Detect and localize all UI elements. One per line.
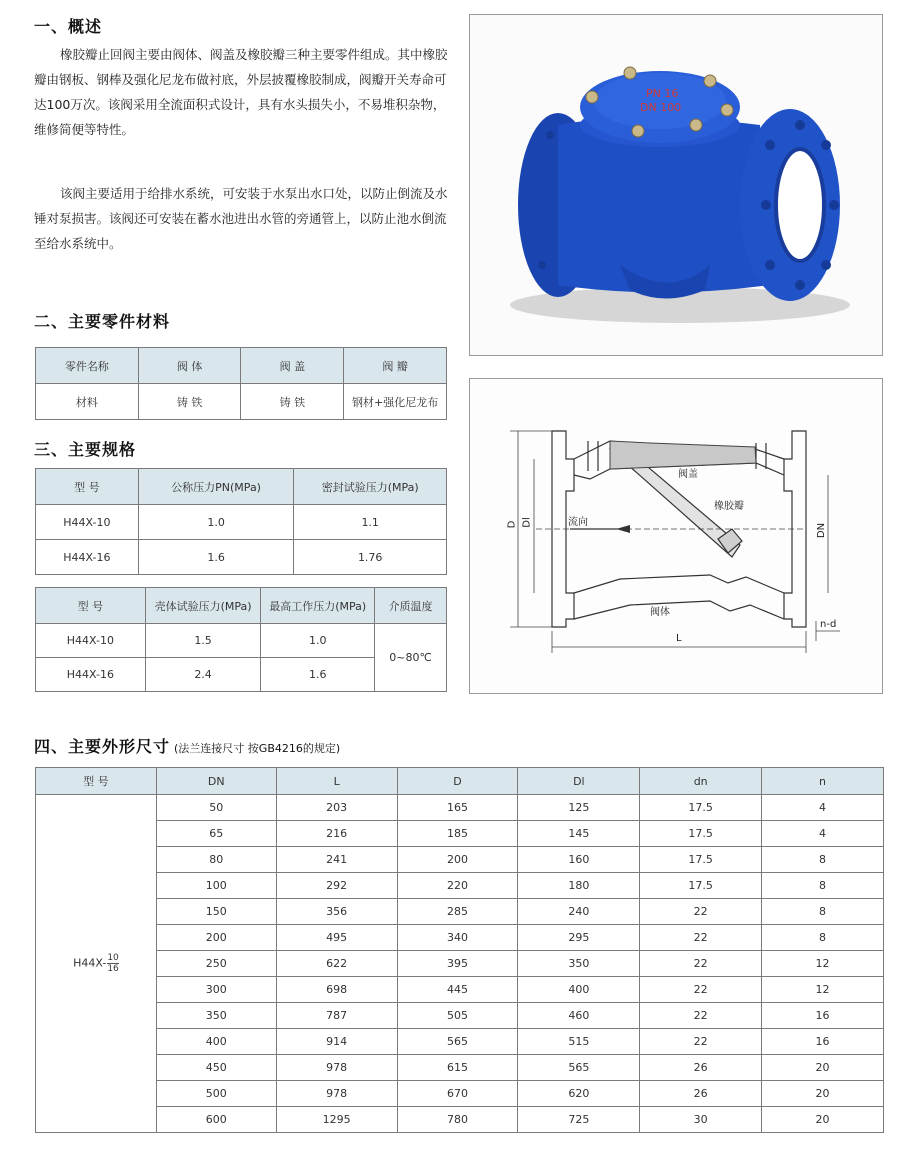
table-cell: 356 <box>276 899 397 925</box>
table-cell: 914 <box>276 1029 397 1055</box>
hole-icon <box>765 260 775 270</box>
section4-title-text: 四、主要外形尺寸 <box>34 737 171 756</box>
table-row <box>36 899 884 925</box>
table-cell: 22 <box>640 925 762 951</box>
section3-title: 三、主要规格 <box>34 440 137 459</box>
spec1-header-model: 型 号 <box>36 469 139 505</box>
table-cell: 20 <box>762 1055 884 1081</box>
dimensions-table <box>35 767 884 1133</box>
table-cell: 16 <box>762 1029 884 1055</box>
table-cell: 200 <box>156 925 276 951</box>
table-row <box>36 821 884 847</box>
spec2-cell: H44X-10 <box>36 624 146 658</box>
spec2-cell: H44X-16 <box>36 658 146 692</box>
materials-header-body: 阀 体 <box>138 348 241 384</box>
table-cell: 22 <box>640 899 762 925</box>
table-cell: 17.5 <box>640 821 762 847</box>
spec2-header-model: 型 号 <box>36 588 146 624</box>
table-row <box>36 1107 884 1133</box>
table-cell: 340 <box>397 925 518 951</box>
section4-note: (法兰连接尺寸 按GB4216的规定) <box>174 742 341 755</box>
valve-illustration <box>470 15 884 357</box>
hole-icon <box>821 140 831 150</box>
model-fraction <box>107 953 118 974</box>
table-cell: 145 <box>518 821 640 847</box>
spec1-cell: H44X-10 <box>36 505 139 540</box>
table-cell: 978 <box>276 1081 397 1107</box>
spec1-header-pn: 公称压力PN(MPa) <box>138 469 294 505</box>
table-cell: 350 <box>156 1003 276 1029</box>
model-prefix: H44X- <box>73 956 107 970</box>
table-cell: 622 <box>276 951 397 977</box>
table-cell: 460 <box>518 1003 640 1029</box>
section2-title: 二、主要零件材料 <box>34 312 171 331</box>
table-cell: 22 <box>640 1003 762 1029</box>
table-cell: 80 <box>156 847 276 873</box>
bolt-icon <box>586 91 598 103</box>
bolt-icon <box>704 75 716 87</box>
table-row <box>36 795 884 821</box>
table-cell: 50 <box>156 795 276 821</box>
overview-paragraph-1 <box>34 42 454 142</box>
dim-header-n: n <box>762 768 884 795</box>
table-row <box>36 1055 884 1081</box>
spec1-cell: 1.1 <box>294 505 447 540</box>
table-row <box>36 1029 884 1055</box>
table-cell: 240 <box>518 899 640 925</box>
table-cell: 12 <box>762 977 884 1003</box>
table-cell: 725 <box>518 1107 640 1133</box>
dim-header-d1: Dl <box>518 768 640 795</box>
table-cell: 216 <box>276 821 397 847</box>
dim-header-d: D <box>397 768 518 795</box>
table-cell: 565 <box>518 1055 640 1081</box>
table-cell: 125 <box>518 795 640 821</box>
overview-text-2: 该阀主要适用于给排水系统，可安装于水泵出水口处，以防止倒流及水锤对泵损害。该阀还可安装在蓄水池进出水管的旁通管上，以防止池水倒流至给水系统中。 <box>34 186 448 251</box>
table-row <box>36 977 884 1003</box>
section4-title <box>34 734 340 757</box>
spec1-cell: 1.0 <box>138 505 294 540</box>
table-row <box>36 925 884 951</box>
table-cell: 26 <box>640 1055 762 1081</box>
spec2-cell: 1.0 <box>261 624 375 658</box>
dimensions-header-row <box>36 768 884 795</box>
table-cell: 241 <box>276 847 397 873</box>
table-cell: 395 <box>397 951 518 977</box>
hole-icon <box>765 140 775 150</box>
spec2-cell: 1.6 <box>261 658 375 692</box>
dimensions-body <box>36 795 884 1133</box>
materials-table <box>35 347 447 420</box>
materials-header-cover: 阀 盖 <box>241 348 344 384</box>
table-cell: 8 <box>762 873 884 899</box>
spec1-cell: 1.76 <box>294 540 447 575</box>
model-top: 10 <box>107 953 119 963</box>
table-cell: 150 <box>156 899 276 925</box>
table-cell: 20 <box>762 1107 884 1133</box>
table-cell: 250 <box>156 951 276 977</box>
table-cell: 17.5 <box>640 795 762 821</box>
table-cell: 780 <box>397 1107 518 1133</box>
table-cell: 400 <box>156 1029 276 1055</box>
table-cell: 445 <box>397 977 518 1003</box>
bolt-icon <box>721 104 733 116</box>
bottom-body-inner <box>574 575 784 593</box>
label-L: L <box>676 633 682 644</box>
label-D: D <box>506 520 518 529</box>
table-cell: 8 <box>762 925 884 951</box>
spec2-header-temp: 介质温度 <box>375 588 447 624</box>
table-cell: 200 <box>397 847 518 873</box>
model-bottom: 16 <box>107 964 119 974</box>
table-cell: 16 <box>762 1003 884 1029</box>
materials-cell: 铸 铁 <box>138 384 241 420</box>
spec1-cell: 1.6 <box>138 540 294 575</box>
spec2-header-shell: 壳体试验压力(MPa) <box>145 588 261 624</box>
table-row <box>36 1003 884 1029</box>
table-cell: 220 <box>397 873 518 899</box>
right-flange-bore <box>776 149 824 261</box>
table-cell: 17.5 <box>640 873 762 899</box>
valve-section-drawing <box>469 378 883 694</box>
table-cell: 615 <box>397 1055 518 1081</box>
table-cell: 4 <box>762 821 884 847</box>
spec2-temperature: 0~80℃ <box>375 624 447 692</box>
table-cell: 400 <box>518 977 640 1003</box>
table-cell: 30 <box>640 1107 762 1133</box>
table-cell: 185 <box>397 821 518 847</box>
table-row <box>36 847 884 873</box>
table-cell: 295 <box>518 925 640 951</box>
table-cell: 978 <box>276 1055 397 1081</box>
table-cell: 698 <box>276 977 397 1003</box>
table-cell: 350 <box>518 951 640 977</box>
table-cell: 4 <box>762 795 884 821</box>
materials-header-disc: 阀 瓣 <box>344 348 447 384</box>
spec1-header-seal: 密封试验压力(MPa) <box>294 469 447 505</box>
table-cell: 165 <box>397 795 518 821</box>
table-cell: 8 <box>762 899 884 925</box>
table-cell: 8 <box>762 847 884 873</box>
label-flow: 流向 <box>568 517 588 528</box>
table-cell: 160 <box>518 847 640 873</box>
marking-pn: PN 16 <box>646 87 679 100</box>
spec-table-2 <box>35 587 447 692</box>
table-cell: 17.5 <box>640 847 762 873</box>
table-cell: 22 <box>640 977 762 1003</box>
materials-header-part: 零件名称 <box>36 348 139 384</box>
table-cell: 1295 <box>276 1107 397 1133</box>
table-row <box>36 951 884 977</box>
dim-header-dn: DN <box>156 768 276 795</box>
table-cell: 203 <box>276 795 397 821</box>
table-cell: 12 <box>762 951 884 977</box>
label-D1: Dl <box>521 517 533 528</box>
hole-icon <box>829 200 839 210</box>
table-cell: 500 <box>156 1081 276 1107</box>
section1-title: 一、概述 <box>34 17 103 36</box>
valve-photo <box>469 14 883 356</box>
label-body: 阀体 <box>650 607 670 618</box>
bolt-icon <box>624 67 636 79</box>
marking-dn: DN 100 <box>640 101 682 114</box>
table-cell: 20 <box>762 1081 884 1107</box>
table-cell: 65 <box>156 821 276 847</box>
label-DN: DN <box>816 522 828 539</box>
table-cell: 300 <box>156 977 276 1003</box>
table-cell: 26 <box>640 1081 762 1107</box>
table-cell: 600 <box>156 1107 276 1133</box>
table-cell: 285 <box>397 899 518 925</box>
spec-table-1 <box>35 468 447 575</box>
table-cell: 565 <box>397 1029 518 1055</box>
bolt-icon <box>690 119 702 131</box>
bottom-body-outline <box>574 601 784 619</box>
hole-icon <box>538 261 546 269</box>
table-cell: 620 <box>518 1081 640 1107</box>
hole-icon <box>546 131 554 139</box>
materials-cell: 材料 <box>36 384 139 420</box>
table-cell: 670 <box>397 1081 518 1107</box>
hole-icon <box>795 280 805 290</box>
flow-arrow-icon <box>616 525 630 533</box>
table-cell: 22 <box>640 951 762 977</box>
spec2-cell: 1.5 <box>145 624 261 658</box>
table-cell: 495 <box>276 925 397 951</box>
table-cell: 450 <box>156 1055 276 1081</box>
table-cell: 100 <box>156 873 276 899</box>
bolt-icon <box>632 125 644 137</box>
materials-cell: 铸 铁 <box>241 384 344 420</box>
spec1-cell: H44X-16 <box>36 540 139 575</box>
model-cell <box>36 795 157 1133</box>
table-row <box>36 873 884 899</box>
materials-cell: 钢材+强化尼龙布 <box>344 384 447 420</box>
label-cover: 阀盖 <box>678 469 698 480</box>
label-nd: n-d <box>820 619 837 630</box>
spec2-cell: 2.4 <box>145 658 261 692</box>
dim-header-dn-hole: dn <box>640 768 762 795</box>
label-disc: 橡胶瓣 <box>714 501 744 512</box>
table-row <box>36 1081 884 1107</box>
table-cell: 505 <box>397 1003 518 1029</box>
overview-text-1: 橡胶瓣止回阀主要由阀体、阀盖及橡胶瓣三种主要零件组成。其中橡胶瓣由钢板、钢棒及强化尼龙布做衬底，外层披覆橡胶制成，阀瓣开关寿命可达100万次。该阀采用全流面积式设计，具有水头损失小，不易堆积杂物，维修简便等特性。 <box>34 47 448 137</box>
dim-header-model: 型 号 <box>36 768 157 795</box>
table-cell: 180 <box>518 873 640 899</box>
hole-icon <box>821 260 831 270</box>
overview-paragraph-2 <box>34 181 454 256</box>
hole-icon <box>795 120 805 130</box>
table-cell: 292 <box>276 873 397 899</box>
dim-header-l: L <box>276 768 397 795</box>
hole-icon <box>761 200 771 210</box>
table-cell: 22 <box>640 1029 762 1055</box>
table-cell: 515 <box>518 1029 640 1055</box>
spec2-header-work: 最高工作压力(MPa) <box>261 588 375 624</box>
table-cell: 787 <box>276 1003 397 1029</box>
